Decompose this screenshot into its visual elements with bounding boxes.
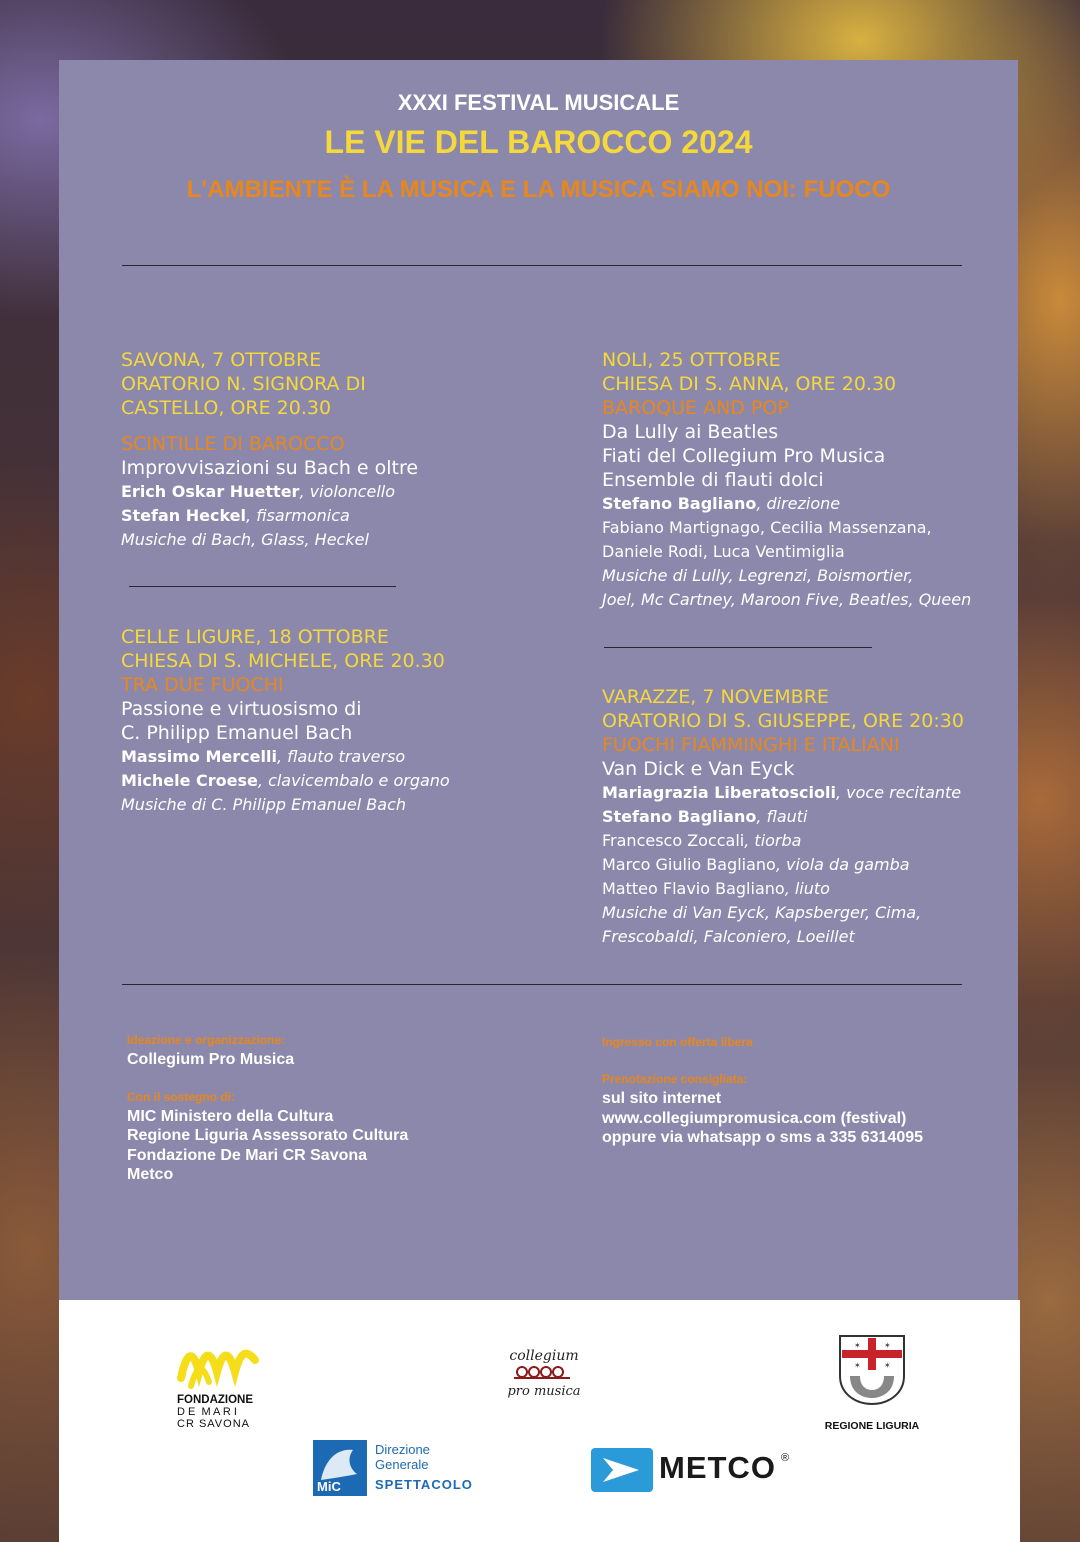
event-title-3: Ensemble di flauti dolci [602,469,824,491]
event-place: NOLI, 25 OTTOBRE [602,349,781,371]
coat-of-arms-icon [836,1332,908,1408]
event-program-2: Frescobaldi, Falconiero, Loeillet [602,927,855,946]
event-theme: FUOCHI FIAMMINGHI E ITALIANI [602,734,900,756]
entry-info: Ingresso con offerta libera [602,1035,753,1049]
performer: Stefano Bagliano, direzione [602,494,841,513]
event-program: Musiche di C. Philipp Emanuel Bach [121,795,407,814]
event-venue-time: CHIESA DI S. ANNA, ORE 20.30 [602,373,897,395]
event-venue-time: CASTELLO, ORE 20.30 [121,397,332,419]
event-title: Improvvisazioni su Bach e oltre [121,457,419,479]
svg-text:✶: ✶ [884,1341,891,1350]
sponsor-logos [59,1300,1020,1542]
play-arrow-icon [591,1448,653,1492]
performer: Michele Croese, clavicembalo e organo [121,771,450,790]
divider-right [604,647,872,648]
festival-edition: XXXI FESTIVAL MUSICALE [397,90,680,115]
mic-spettacolo-logo [313,1440,493,1498]
performer: Fabiano Martignago, Cecilia Massenzana, [602,518,932,537]
registered-mark: ® [781,1452,790,1464]
performer: Francesco Zoccali, tiorba [602,831,802,850]
event-theme: BAROQUE AND POP [602,397,789,419]
svg-text:✶: ✶ [854,1341,861,1350]
support-item: Metco [127,1166,174,1183]
logo-text: pro musica [507,1384,581,1399]
booking-line: oppure via whatsapp o sms a 335 6314095 [602,1129,924,1146]
event-title-2: C. Philipp Emanuel Bach [121,722,353,744]
performer: Stefano Bagliano, flauti [602,807,808,826]
performer: Stefan Heckel, fisarmonica [121,506,350,525]
organization-value: Collegium Pro Musica [127,1051,295,1068]
event-venue-time: ORATORIO DI S. GIUSEPPE, ORE 20:30 [602,710,964,732]
wave-icon [177,1346,261,1390]
event-title-2: Fiati del Collegium Pro Musica [602,445,886,467]
performer: Marco Giulio Bagliano, viola da gamba [602,855,910,874]
footer-right [602,1033,1012,1148]
collegium-pro-musica-logo [499,1348,589,1408]
logo-text: SPETTACOLO [375,1477,473,1492]
logo-text: METCO [659,1450,776,1485]
organization-label: Ideazione e organizzazione: [127,1033,286,1047]
event-title: Passione e virtuosismo di [121,698,362,720]
event-theme: TRA DUE FUOCHI [121,674,284,696]
divider-left [129,586,396,587]
booking-line: sul sito internet [602,1090,722,1107]
event-place: SAVONA, 7 OTTOBRE [121,349,322,371]
event-varazze [602,685,1012,949]
event-savona [121,348,561,552]
event-program-2: Joel, Mc Cartney, Maroon Five, Beatles, Queen [602,590,972,609]
support-label: Con il sostegno di: [127,1089,235,1104]
logo-text: REGIONE LIGURIA [824,1420,920,1432]
logo-text: CR SAVONA [177,1418,250,1430]
event-title: Da Lully ai Beatles [602,421,779,443]
event-title: Van Dick e Van Eyck [602,758,795,780]
support-item: MIC Ministero della Cultura [127,1107,334,1125]
support-item: Regione Liguria Assessorato Cultura [127,1127,409,1144]
footer-left [127,1031,567,1185]
performer: Mariagrazia Liberatoscioli, voce recitante [602,783,962,802]
performer: Matteo Flavio Bagliano, liuto [602,879,830,898]
event-program: Musiche di Van Eyck, Kapsberger, Cima, [602,903,922,922]
event-noli [602,348,1012,612]
divider-top [122,265,962,266]
event-program: Musiche di Bach, Glass, Heckel [121,530,369,549]
regione-liguria-logo [817,1332,927,1432]
program-panel [59,60,1018,1300]
fondazione-de-mari-logo [177,1346,287,1432]
event-celle [121,625,561,817]
booking-label: Prenotazione consigliata: [602,1072,748,1086]
logo-text: Direzione [375,1442,430,1457]
event-theme: SCINTILLE DI BAROCCO [121,433,345,455]
festival-title: LE VIE DEL BAROCCO 2024 [324,124,753,160]
performer: Daniele Rodi, Luca Ventimiglia [602,542,845,561]
booking-line: www.collegiumpromusica.com (festival) [602,1109,907,1127]
event-program: Musiche di Lully, Legrenzi, Boismortier, [602,566,914,585]
performer: Erich Oskar Huetter, violoncello [121,482,396,501]
event-place: CELLE LIGURE, 18 OTTOBRE [121,626,389,648]
support-item: Fondazione De Mari CR Savona [127,1146,368,1164]
event-place: VARAZZE, 7 NOVEMBRE [602,686,829,708]
metco-logo [591,1448,801,1494]
divider-bottom [122,984,962,985]
logo-text: D E M A R I [177,1406,237,1418]
logo-text: FONDAZIONE [177,1394,254,1406]
svg-text:✶: ✶ [854,1361,861,1370]
event-venue: ORATORIO N. SIGNORA DI [121,373,366,395]
svg-text:✶: ✶ [884,1361,891,1370]
ornament-icon [512,1364,576,1380]
logo-text: Generale [375,1457,429,1472]
logo-text: collegium [509,1348,579,1364]
performer: Massimo Mercelli, flauto traverso [121,747,406,766]
event-venue-time: CHIESA DI S. MICHELE, ORE 20.30 [121,650,445,672]
festival-subtitle: L'AMBIENTE È LA MUSICA E LA MUSICA SIAMO NOI: FUOCO [186,176,891,203]
mic-badge-icon: MiC [313,1440,367,1496]
